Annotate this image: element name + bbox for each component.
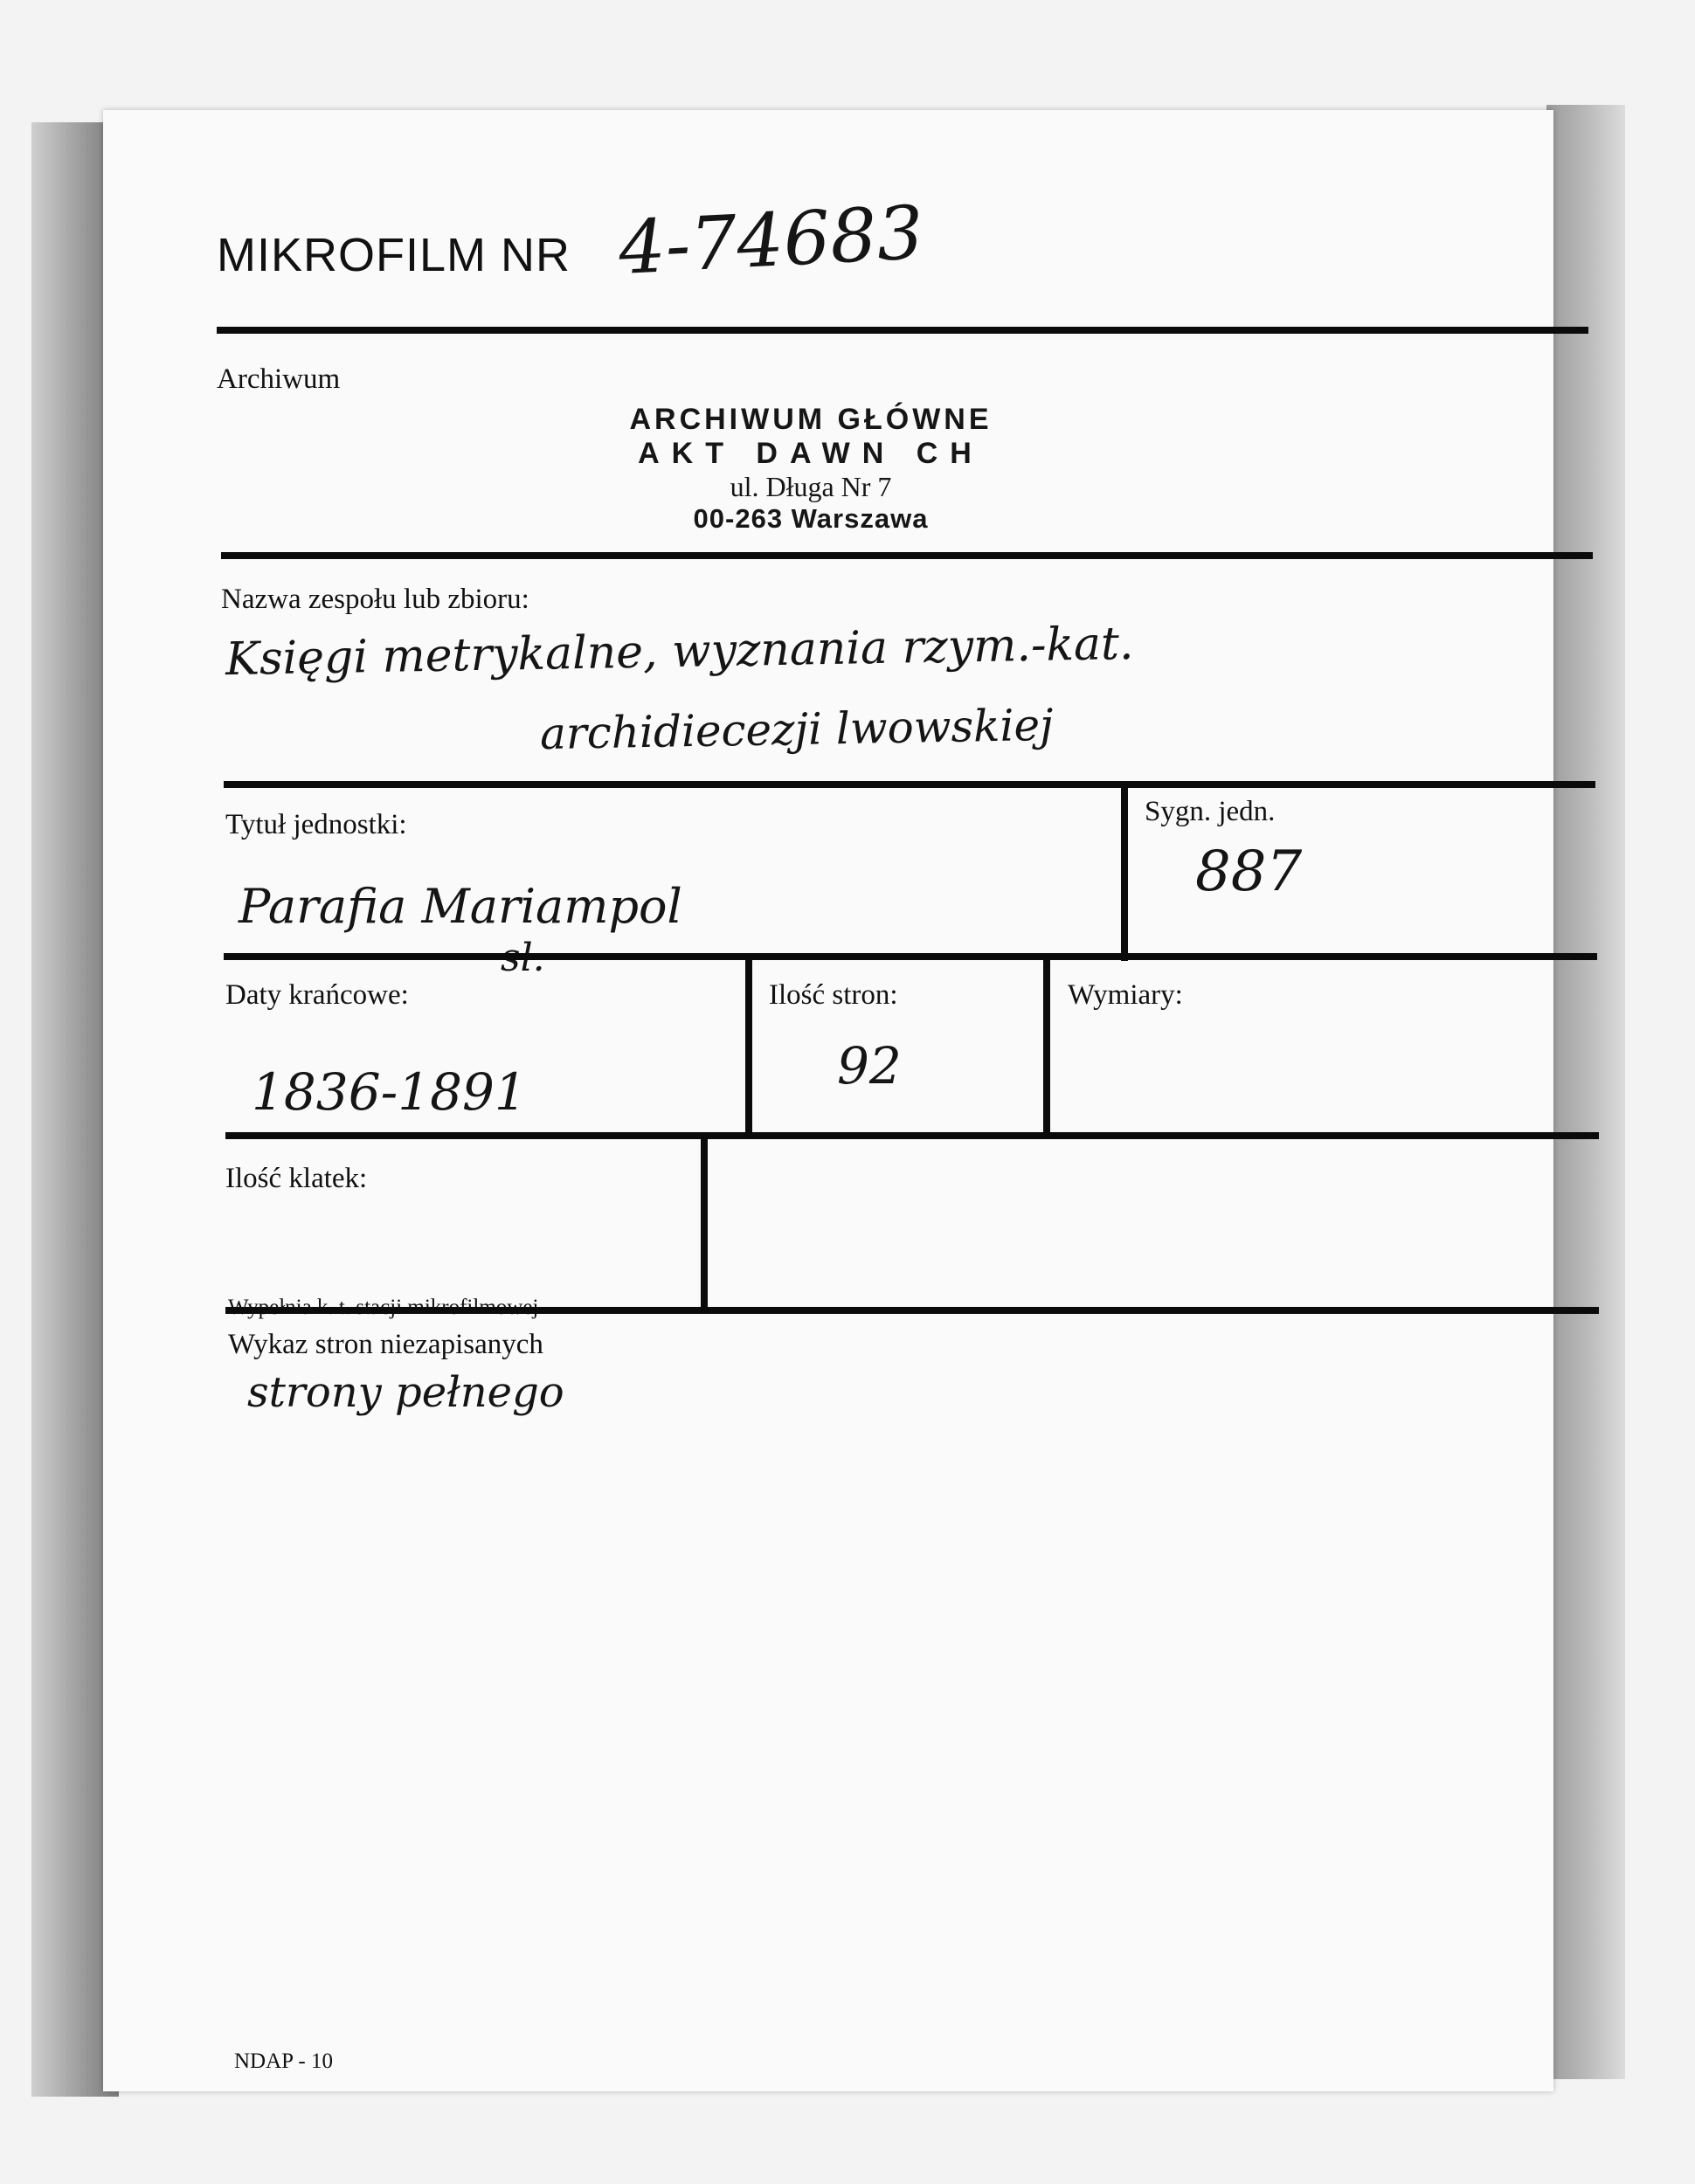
rule-sign-divider [1121, 786, 1128, 961]
archive-label: Archiwum [217, 363, 341, 395]
sign-value: 887 [1195, 840, 1303, 904]
rule-dates [225, 1132, 1599, 1139]
fond-value-line-1: Księgi metrykalne, wyznania rzym.-kat. [225, 617, 1134, 687]
rule-pages-divider-right [1043, 959, 1050, 1139]
pages-value: 92 [837, 1036, 902, 1095]
stamp-line-3: ul. Długa Nr 7 [730, 471, 892, 502]
microfilm-form-card [103, 110, 1553, 2091]
rule-pages-divider-left [745, 959, 752, 1139]
rule-archive [221, 552, 1593, 559]
rule-frames [225, 1307, 1599, 1314]
microfilm-shadow-right [1546, 105, 1625, 2079]
archive-stamp [557, 403, 1064, 535]
frames-label: Ilość klatek: [225, 1163, 368, 1194]
stamp-line-1: ARCHIWUM GŁÓWNE [629, 403, 993, 436]
blank-pages-value: strony pełnego [247, 1368, 564, 1417]
dimensions-label: Wymiary: [1068, 979, 1183, 1011]
dates-label: Daty krańcowe: [225, 979, 409, 1011]
fond-label: Nazwa zespołu lub zbioru: [221, 584, 529, 615]
rule-fond [224, 781, 1595, 788]
rule-frames-divider [701, 1137, 708, 1311]
unit-title-value-line-1: Parafia Mariampol [239, 879, 682, 934]
dates-value: 1836-1891 [252, 1062, 527, 1122]
pages-label: Ilość stron: [769, 979, 898, 1011]
microfilm-number-handwritten: 4-74683 [616, 189, 926, 292]
stamp-line-2: AKT DAWN CH [638, 437, 984, 470]
form-title: MIKROFILM NR [217, 229, 571, 281]
fond-value-line-2: archidiecezji lwowskiej [539, 699, 1055, 760]
stamp-line-4: 00-263 Warszawa [693, 503, 929, 534]
unit-title-label: Tytuł jednostki: [225, 809, 407, 840]
rule-unit [224, 953, 1597, 960]
sign-label: Sygn. jedn. [1145, 796, 1276, 827]
form-code: NDAP - 10 [234, 2049, 333, 2073]
rule-header [217, 327, 1588, 334]
blank-pages-label: Wykaz stron niezapisanych [228, 1329, 543, 1360]
